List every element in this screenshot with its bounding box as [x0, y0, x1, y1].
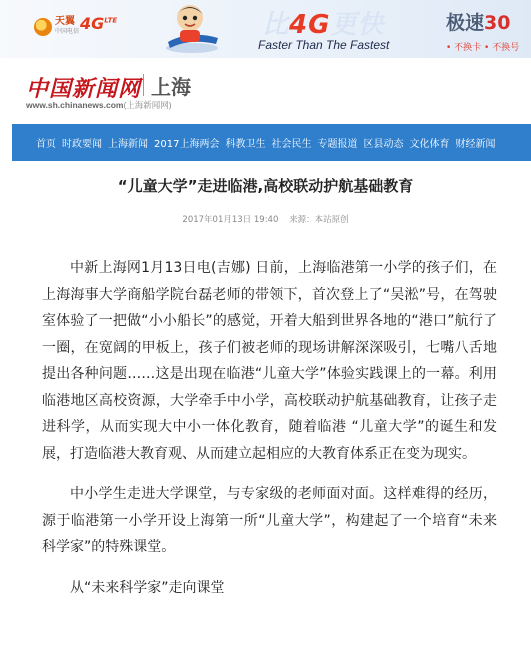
article-paragraph: 从“未来科学家”走向课堂: [70, 579, 225, 596]
article-date: 2017年01月13日 19:40: [182, 215, 279, 225]
carrier-logo-icon: [34, 18, 52, 36]
nav-item-culture-sports[interactable]: 文化体育: [409, 139, 450, 150]
nav-item-society[interactable]: 社会民生: [271, 139, 312, 150]
carrier-logo: [34, 14, 79, 40]
ad-notes: • 不换卡 • 不换号: [446, 43, 520, 53]
carrier-brand: 天翼 中国电信: [55, 16, 80, 35]
carrier-sub: 中国电信: [55, 28, 80, 35]
nav-item-two-sessions[interactable]: 2017上海两会: [154, 139, 220, 150]
ad-headline: 比4G更快: [262, 10, 385, 40]
article-paragraph: 中新上海网1月13日电(吉娜) 日前，上海临港第一小学的孩子们，在上海海事大学商船学院台磊老师的带领下，首次登上了“吴淞”号，在驾驶室体验了一把做“小小船长”的感觉，开着大船到世界各地的“港口”航行了一圈，在宽阔的甲板上，孩子们被老师的现场讲解深深吸引，七嘴八舌地提出各种问题……这是出现在临港“儿童大学”体验实践课上的一幕。利用临港地区高校资源，大学牵手中小学，高校联动护航基础教育，让孩子走进科学，从而实现大中小一体化教育，随着临港 “儿童大学”的诞生和发展，打造临港大教育观、从而建立起相应的大教育体系正在变为现实。: [42, 260, 497, 462]
site-header: [0, 58, 531, 124]
ad-slogan: Faster Than The Fastest: [258, 38, 390, 52]
logo-divider: [143, 74, 144, 96]
top-ad-banner[interactable]: [0, 0, 531, 58]
article-meta: [0, 213, 531, 225]
nav-item-districts[interactable]: 区县动态: [363, 139, 404, 150]
nav-item-specials[interactable]: 专题报道: [317, 139, 358, 150]
article-paragraph: 中小学生走进大学课堂，与专家级的老师面对面。这样难得的经历，源于临港第一小学开设上海第一所“儿童大学”，构建起了一个培育“未来科学家”的特殊课堂。: [42, 486, 497, 555]
nav-item-shanghai-news[interactable]: 上海新闻: [108, 139, 148, 150]
main-nav: [12, 124, 531, 161]
site-logo[interactable]: 中国新闻网: [26, 76, 142, 102]
site-city: 上海: [151, 75, 191, 99]
article-title: “儿童大学”走进临港,高校联动护航基础教育: [117, 177, 414, 195]
nav-item-politics[interactable]: 时政要闻: [62, 139, 102, 150]
network-badge: $4G^{LTE}$: [80, 14, 118, 33]
mascot-icon: [160, 2, 222, 56]
ad-speed: 极速30: [446, 12, 511, 34]
nav-item-home[interactable]: 首页: [36, 139, 56, 150]
nav-item-education-health[interactable]: 科教卫生: [225, 139, 266, 150]
site-url: www.sh.chinanews.com(上海新闻网): [26, 100, 172, 110]
nav-item-finance[interactable]: 财经新闻: [455, 139, 496, 150]
article-source: 来源：本站原创: [289, 215, 349, 225]
article-body: [42, 255, 497, 601]
